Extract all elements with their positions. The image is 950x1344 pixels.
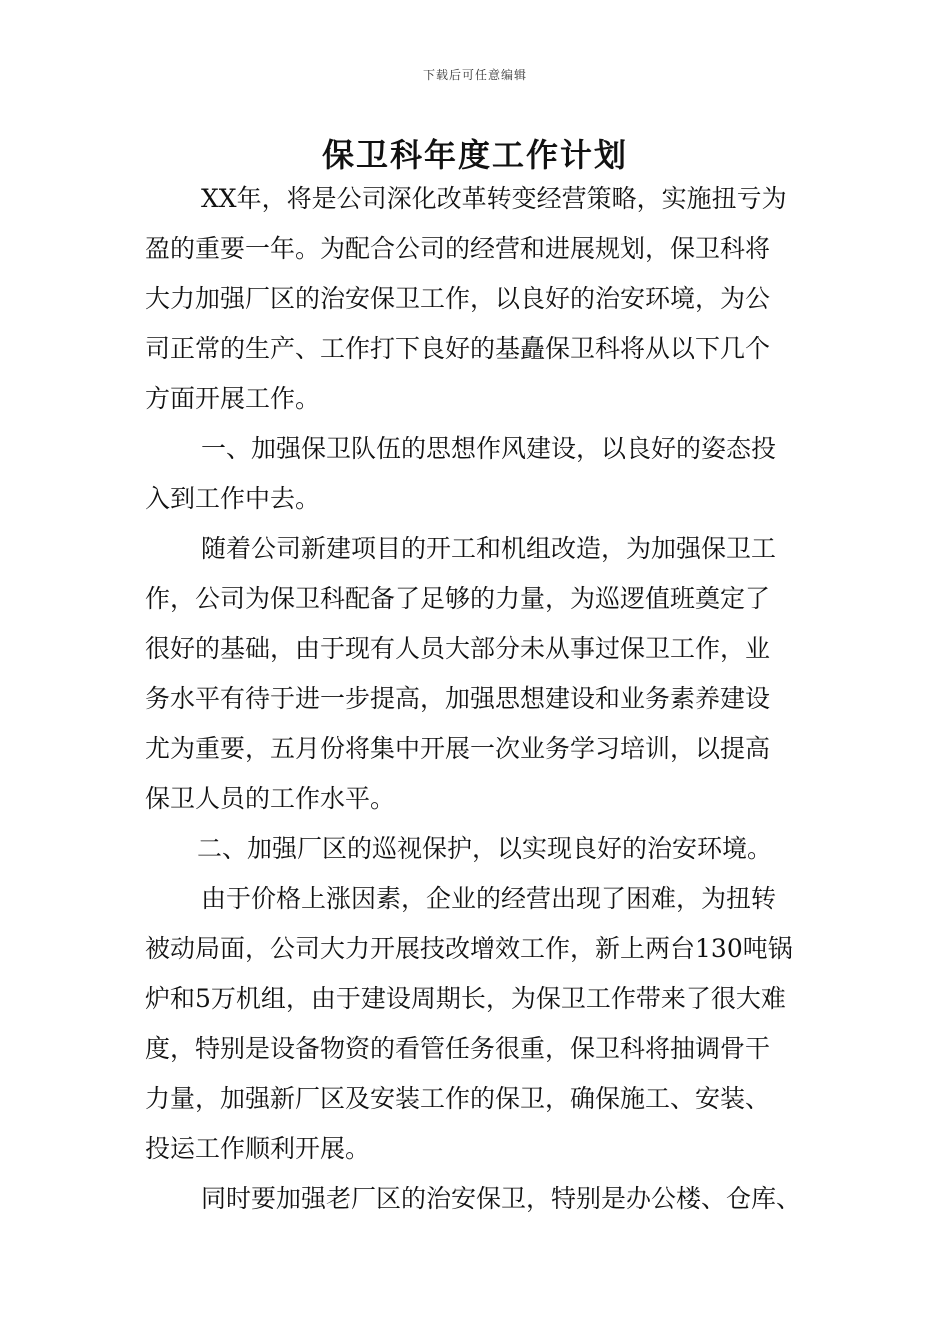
paragraph-line: 大力加强厂区的治安保卫工作，以良好的治安环境，为公 — [145, 284, 771, 313]
paragraph-line: 炉和5万机组，由于建设周期长，为保卫工作带来了很大难 — [145, 984, 786, 1013]
page-header-note: 下载后可任意编辑 — [422, 68, 527, 82]
section-heading-1: 一、加强保卫队伍的思想作风建设，以良好的姿态投 — [201, 434, 777, 463]
paragraph-line: XX年，将是公司深化改革转变经营策略，实施扭亏为 — [201, 184, 787, 213]
paragraph-line: 作，公司为保卫科配备了足够的力量，为巡逻值班奠定了 — [145, 584, 771, 613]
paragraph-line: 很好的基础，由于现有人员大部分未从事过保卫工作，业 — [145, 634, 771, 663]
paragraph-line: 方面开展工作。 — [145, 384, 321, 413]
paragraph-line: 力量，加强新厂区及安装工作的保卫，确保施工、安装、 — [145, 1084, 771, 1113]
paragraph-line: 尤为重要，五月份将集中开展一次业务学习培训，以提高 — [145, 734, 771, 763]
section-heading-1-cont: 入到工作中去。 — [145, 484, 321, 513]
paragraph-line: 同时要加强老厂区的治安保卫，特别是办公楼、仓库、 — [201, 1184, 802, 1213]
paragraph-line: 由于价格上涨因素，企业的经营出现了困难，为扭转 — [201, 884, 777, 913]
document-body — [145, 174, 825, 1224]
paragraph-line: 盈的重要一年。为配合公司的经营和进展规划，保卫科将 — [145, 234, 771, 263]
section-heading-2: 二、加强厂区的巡视保护，以实现良好的治安环境。 — [197, 834, 773, 863]
paragraph-line: 务水平有待于进一步提高，加强思想建设和业务素养建设 — [145, 684, 771, 713]
paragraph-line: 保卫人员的工作水平。 — [145, 784, 396, 813]
paragraph-line: 投运工作顺利开展。 — [145, 1134, 371, 1163]
paragraph-line: 度，特别是设备物资的看管任务很重，保卫科将抽调骨干 — [145, 1034, 771, 1063]
paragraph-line: 随着公司新建项目的开工和机组改造，为加强保卫工 — [201, 534, 777, 563]
paragraph-line: 被动局面，公司大力开展技改增效工作，新上两台130吨锅 — [145, 934, 793, 963]
document-title: 保卫科年度工作计划 — [321, 136, 628, 174]
paragraph-line: 司正常的生产、工作打下良好的基矗保卫科将从以下几个 — [145, 334, 771, 363]
